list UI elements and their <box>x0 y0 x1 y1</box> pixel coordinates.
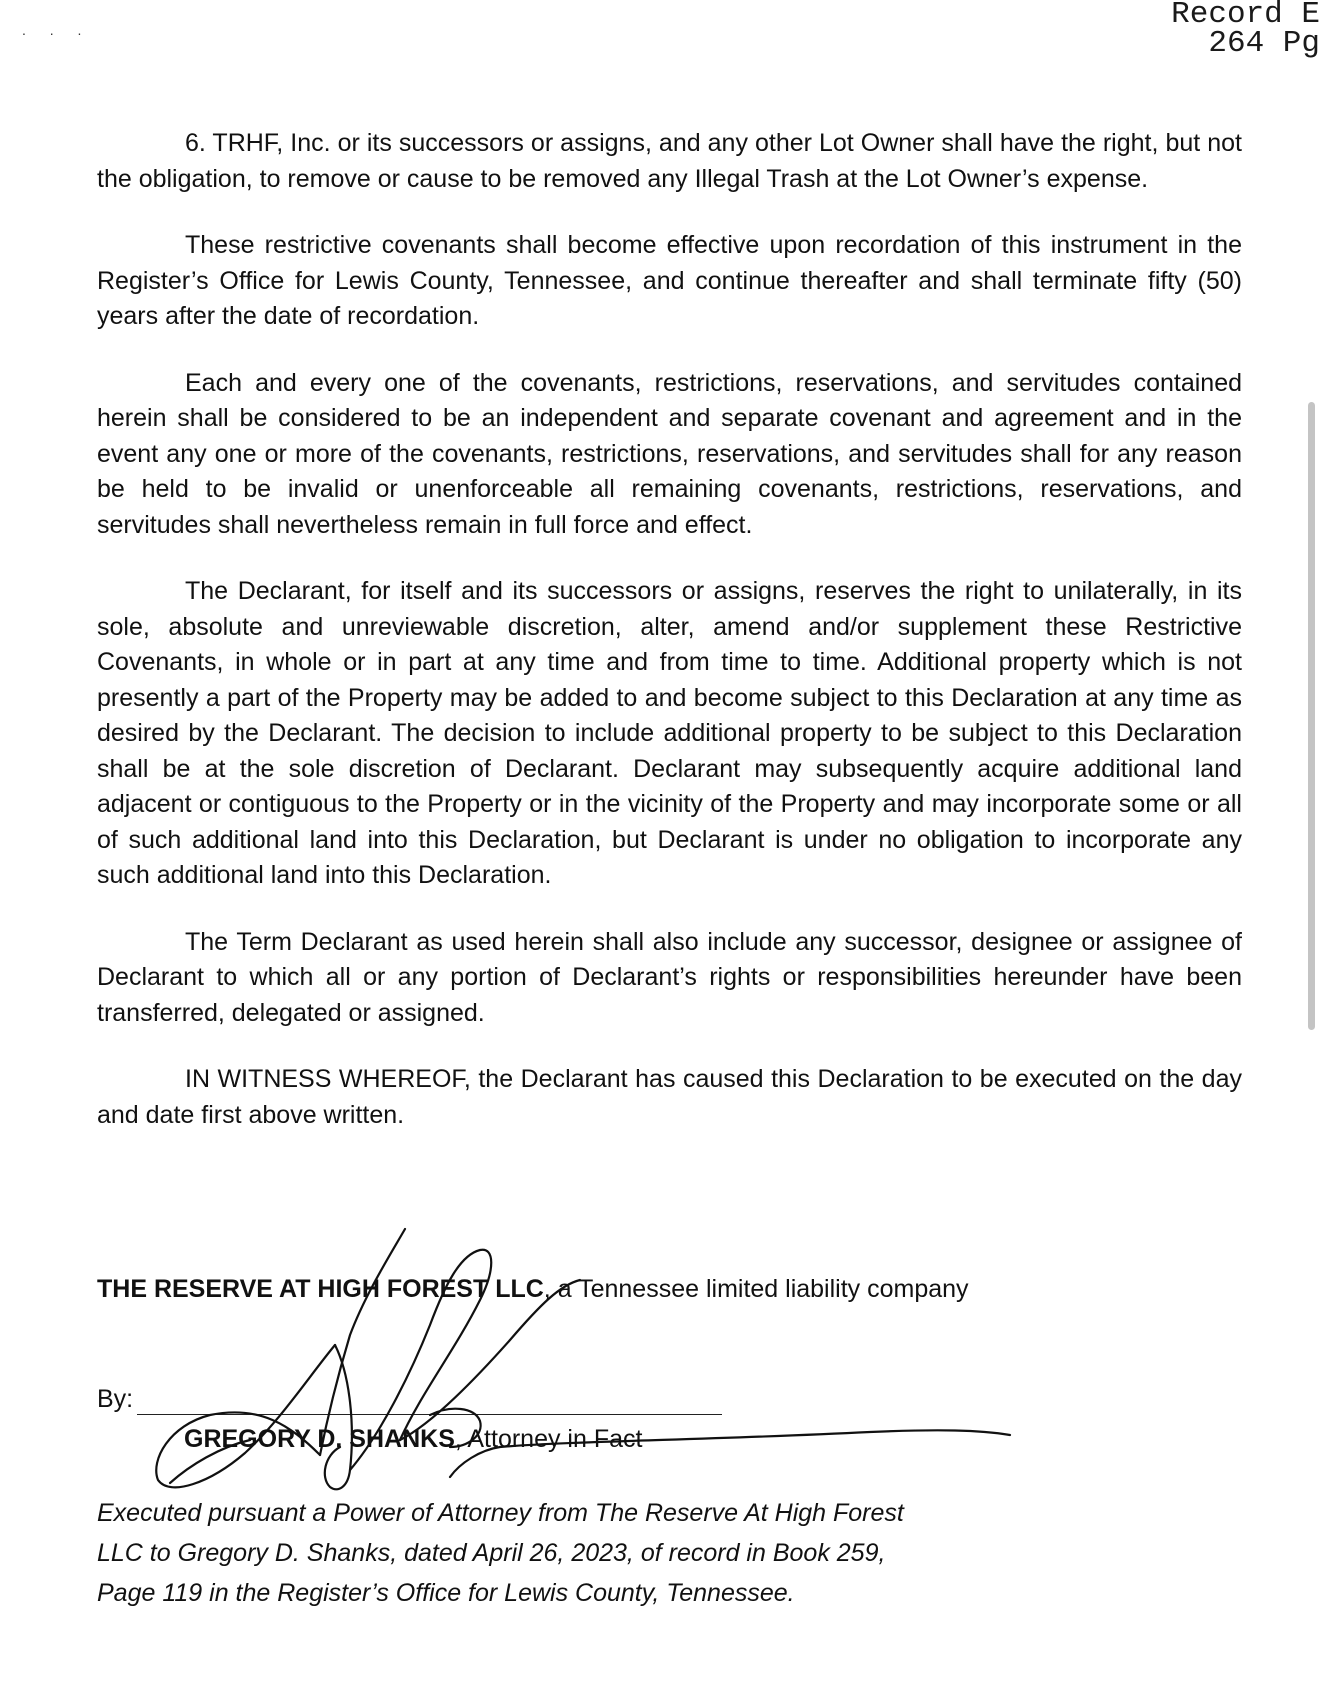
paragraph-severability: Each and every one of the covenants, restrictions, reservations, and servitudes contained herein shall be considered to be an independent and separate covenant and agreement and in the event any one or more of the covenants, restrictions, reservations, and servitudes shall for any reason be held to be invalid or unenforceable all remaining covenants, restrictions, reservations, and servitudes shall nevertheless remain in full force and effect. <box>97 368 1242 539</box>
execution-note <box>97 1493 997 1613</box>
execution-note-line: LLC to Gregory D. Shanks, dated April 26, 2023, of record in Book 259, <box>97 1539 886 1567</box>
paragraph-trash-removal: 6. TRHF, Inc. or its successors or assigns, and any other Lot Owner shall have the right, but not the obligation, to remove or cause to be removed any Illegal Trash at the Lot Owner’s expense. <box>97 129 1242 193</box>
document-body <box>97 126 1242 1133</box>
record-stamp <box>1160 0 1320 58</box>
record-stamp-line1: Record E <box>1171 0 1320 32</box>
scan-specks: . . . <box>22 22 92 38</box>
by-label: By: <box>97 1385 134 1413</box>
paragraph-effective-date: These restrictive covenants shall become effective upon recordation of this instrument in the Register’s Office for Lewis County, Tennessee, and continue thereafter and shall terminate fifty (50) years after the date of recordation. <box>97 231 1242 330</box>
paragraph-in-witness: IN WITNESS WHEREOF, the Declarant has caused this Declaration to be executed on the day and date first above written. <box>97 1065 1242 1129</box>
company-name: THE RESERVE AT HIGH FOREST LLC <box>97 1275 544 1303</box>
signer-title: , Attorney in Fact <box>454 1425 643 1453</box>
company-description: , a Tennessee limited liability company <box>543 1275 969 1303</box>
signer-name: GREGORY D. SHANKS <box>184 1425 455 1453</box>
handwritten-signature <box>150 1225 1030 1495</box>
execution-note-line: Executed pursuant a Power of Attorney from The Reserve At High Forest <box>97 1499 904 1527</box>
scrollbar-thumb[interactable] <box>1308 402 1315 1030</box>
execution-note-line: Page 119 in the Register’s Office for Lewis County, Tennessee. <box>97 1579 795 1607</box>
paragraph-declarant-term: The Term Declarant as used herein shall also include any successor, designee or assignee of Declarant to which all or any portion of Declarant’s rights or responsibilities hereunder have been transferred, delegated or assigned. <box>97 927 1242 1027</box>
paragraph-amendment: The Declarant, for itself and its successors or assigns, reserves the right to unilaterally, in its sole, absolute and unreviewable discretion, alter, amend and/or supplement these Restrictive Covenants, in whole or in part at any time and from time to time. Additional property which is not presently a part of the Property may be added to and become subject to this Declaration at any time as desired by the Declarant. The decision to include additional property to be subject to this Declaration shall be at the sole discretion of Declarant. Declarant may subsequently acquire additional land adjacent or contiguous to the Property or in the vicinity of the Property and may incorporate some or all of such additional land into this Declaration, but Declarant is under no obligation to incorporate any such additional land into this Declaration. <box>97 577 1242 889</box>
record-stamp-line2: 264 Pg <box>1208 26 1320 58</box>
